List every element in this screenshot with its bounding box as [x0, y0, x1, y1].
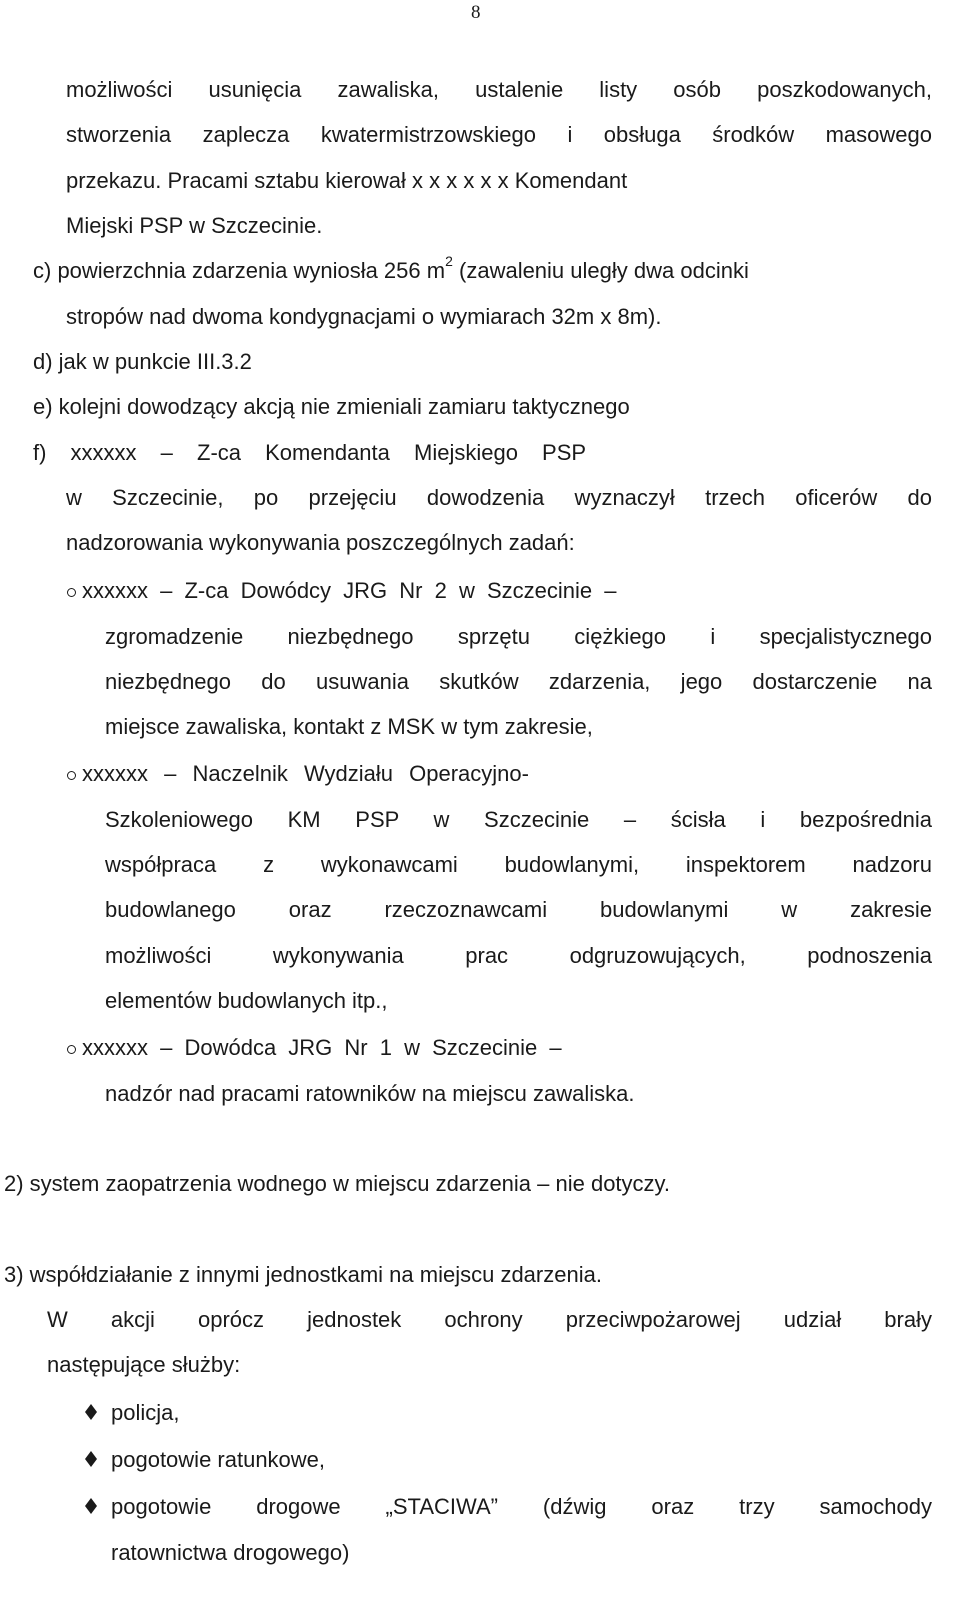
officer-2-line-3: budowlanego oraz rzeczoznawcami budowlanymi w zakresie: [105, 897, 932, 922]
diamond-bullet-icon: [85, 1404, 97, 1420]
item-e: e) kolejni dowodzący akcją nie zmieniali zamiaru taktycznego: [33, 394, 630, 419]
intro-line-4: Miejski PSP w Szczecinie.: [66, 213, 323, 238]
page-number: 8: [471, 2, 481, 23]
officer-2-head: xxxxxx – Naczelnik Wydziału Operacyjno-: [82, 761, 529, 786]
item-c-text-b: (zawaleniu uległy dwa odcinki: [452, 258, 749, 283]
item-d: d) jak w punkcie III.3.2: [33, 349, 252, 374]
officer-2-line-1: Szkoleniowego KM PSP w Szczecinie – ścisła i bezpośrednia: [105, 807, 932, 832]
officer-3-head: xxxxxx – Dowódca JRG Nr 1 w Szczecinie –: [82, 1035, 562, 1060]
officer-2-line-2: współpraca z wykonawcami budowlanymi, inspektorem nadzoru: [105, 852, 932, 877]
intro-line-3: przekazu. Pracami sztabu kierował x x x x x x Komendant: [66, 168, 628, 193]
officer-1-line-2: niezbędnego do usuwania skutków zdarzenia, jego dostarczenie na: [105, 669, 932, 694]
intro-line-1: możliwości usunięcia zawaliska, ustalenie listy osób poszkodowanych,: [66, 77, 932, 102]
service-item-road-assistance-line-2: ratownictwa drogowego): [111, 1540, 350, 1565]
officer-1-head: xxxxxx – Z-ca Dowódcy JRG Nr 2 w Szczecinie –: [82, 578, 617, 603]
diamond-bullet-icon: [85, 1498, 97, 1514]
section-3-paragraph-line-1: W akcji oprócz jednostek ochrony przeciwpożarowej udział brały: [47, 1307, 932, 1332]
section-2: 2) system zaopatrzenia wodnego w miejscu zdarzenia – nie dotyczy.: [4, 1171, 671, 1196]
service-item-road-assistance-line-1: pogotowie drogowe „STACIWA” (dźwig oraz trzy samochody: [111, 1494, 932, 1519]
intro-line-2: stworzenia zaplecza kwatermistrzowskiego i obsługa środków masowego: [66, 122, 932, 147]
officer-1-line-3: miejsce zawaliska, kontakt z MSK w tym zakresie,: [105, 714, 593, 739]
service-item-ambulance: pogotowie ratunkowe,: [111, 1447, 326, 1472]
officer-2-line-4: możliwości wykonywania prac odgruzowujących, podnoszenia: [105, 943, 932, 968]
officer-1-line-1: zgromadzenie niezbędnego sprzętu ciężkiego i specjalistycznego: [105, 624, 932, 649]
item-c-text-a: c) powierzchnia zdarzenia wyniosła 256 m: [33, 258, 446, 283]
officer-2-line-5: elementów budowlanych itp.,: [105, 988, 388, 1013]
item-f-line-2: w Szczecinie, po przejęciu dowodzenia wyznaczył trzech oficerów do: [66, 485, 932, 510]
bullet-dot-icon: [67, 588, 76, 597]
item-f-line-3: nadzorowania wykonywania poszczególnych zadań:: [66, 530, 575, 555]
service-item-police: policja,: [111, 1400, 180, 1425]
section-3-heading: 3) współdziałanie z innymi jednostkami na miejscu zdarzenia.: [4, 1262, 602, 1287]
bullet-dot-icon: [67, 771, 76, 780]
officer-3-line-1: nadzór nad pracami ratowników na miejscu zawaliska.: [105, 1081, 635, 1106]
item-c-superscript: 2: [445, 252, 453, 269]
item-f-line-1: f) xxxxxx – Z-ca Komendanta Miejskiego PSP: [33, 440, 587, 465]
section-3-paragraph-line-2: następujące służby:: [47, 1352, 241, 1377]
bullet-dot-icon: [67, 1045, 76, 1054]
diamond-bullet-icon: [85, 1451, 97, 1467]
item-c-line-1: [33, 252, 932, 284]
item-c-line-2: stropów nad dwoma kondygnacjami o wymiarach 32m x 8m).: [66, 304, 662, 329]
